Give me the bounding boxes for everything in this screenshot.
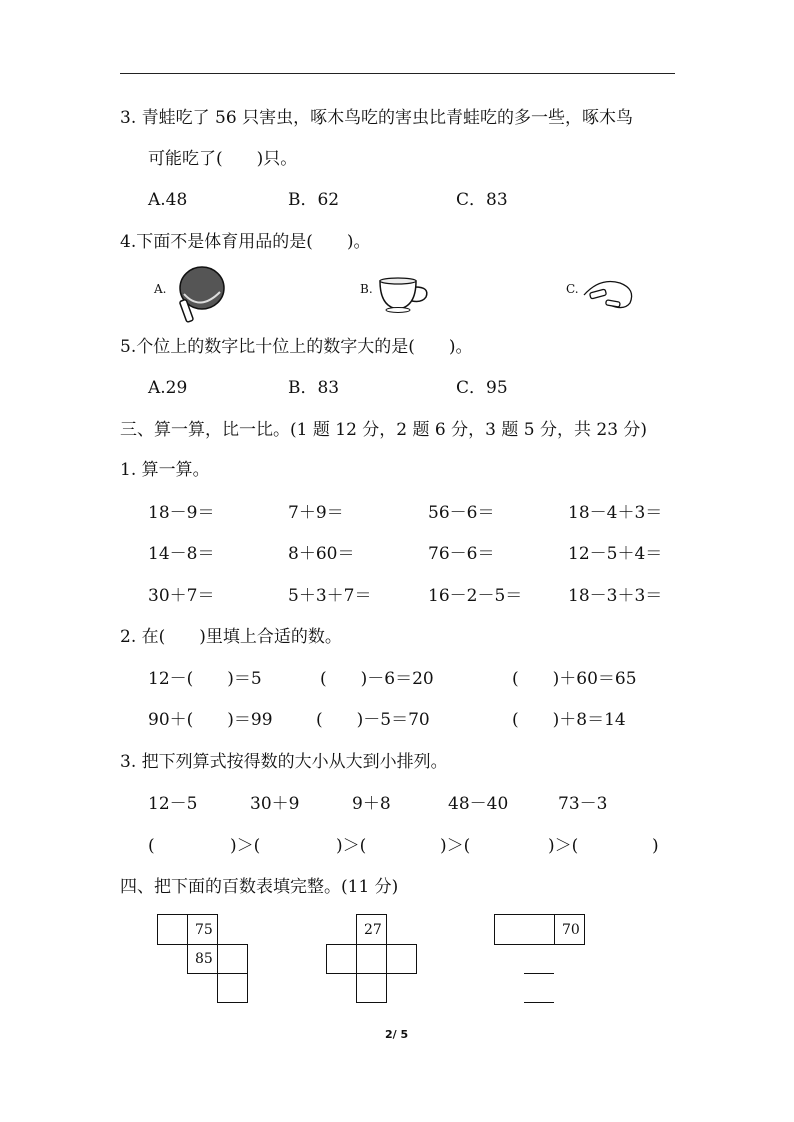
calc-r3-c3: 16－2－5＝ <box>428 586 523 606</box>
calc-r2-c3: 76－6＝ <box>428 544 495 564</box>
q5-option-a: A.29 <box>148 378 188 398</box>
section-3-part1-title: 1. 算一算。 <box>120 460 210 480</box>
grid1-cell <box>217 944 248 974</box>
expr-3: 9＋8 <box>352 794 391 814</box>
fill-r1-c1: 12－( )＝5 <box>148 669 262 689</box>
order-slot-1: ( <box>148 836 155 856</box>
fill-r1-c2: ( )－6＝20 <box>320 669 434 689</box>
calc-r1-c3: 56－6＝ <box>428 503 495 523</box>
grid2-cell-27: 27 <box>356 914 387 945</box>
q5-option-b: B．83 <box>288 378 340 398</box>
q3-option-b: B．62 <box>288 190 340 210</box>
calc-r2-c1: 14－8＝ <box>148 544 215 564</box>
expr-1: 12－5 <box>148 794 198 814</box>
q4-option-b-label: B. <box>360 282 373 296</box>
grid2-cell <box>356 973 387 1003</box>
order-slot-6: ) <box>652 836 659 856</box>
grid1-cell <box>217 973 248 1003</box>
q4-option-a-label: A. <box>154 282 167 296</box>
calc-r1-c4: 18－4＋3＝ <box>568 503 663 523</box>
fill-r2-c1: 90＋( )＝99 <box>148 710 273 730</box>
q5-text: 5.个位上的数字比十位上的数字大的是( )。 <box>120 337 473 357</box>
expr-5: 73－3 <box>558 794 608 814</box>
q3-option-a: A.48 <box>148 190 188 210</box>
section-3-part3-title: 3. 把下列算式按得数的大小从大到小排列。 <box>120 752 448 772</box>
section-3-title: 三、算一算，比一比。(1 题 12 分，2 题 6 分，3 题 5 分，共 23 分) <box>120 420 648 440</box>
header-rule <box>120 73 675 74</box>
grid3-cell-70: 70 <box>554 914 585 945</box>
q4-option-c-label: C. <box>566 282 579 296</box>
q3-option-c: C．83 <box>456 190 508 210</box>
ping-pong-paddle-icon <box>172 264 228 326</box>
calc-r2-c2: 8＋60＝ <box>288 544 355 564</box>
grid1-cell-75: 75 <box>187 914 218 945</box>
q5-option-c: C．95 <box>456 378 508 398</box>
grid2-cell <box>386 944 417 974</box>
order-slot-5: )＞( <box>548 836 579 856</box>
grid2-cell <box>356 944 387 974</box>
q4-text: 4.下面不是体育用品的是( )。 <box>120 232 371 252</box>
grid1-cell-85: 85 <box>187 944 218 974</box>
calc-r1-c1: 18－9＝ <box>148 503 215 523</box>
grid1-cell <box>157 914 188 945</box>
q3-text-line1: 3. 青蛙吃了 56 只害虫，啄木鸟吃的害虫比青蛙吃的多一些，啄木鸟 <box>120 108 634 128</box>
tea-cup-icon <box>376 275 434 315</box>
fill-r2-c2: ( )－5＝70 <box>316 710 430 730</box>
expr-2: 30＋9 <box>250 794 300 814</box>
section-3-part2-title: 2. 在( )里填上合适的数。 <box>120 627 342 647</box>
fill-r2-c3: ( )＋8＝14 <box>512 710 626 730</box>
order-slot-3: )＞( <box>336 836 367 856</box>
calc-r2-c4: 12－5＋4＝ <box>568 544 663 564</box>
jump-rope-icon <box>580 273 642 313</box>
grid3-line <box>524 973 554 974</box>
order-slot-4: )＞( <box>440 836 471 856</box>
calc-r3-c4: 18－3＋3＝ <box>568 586 663 606</box>
grid3-cell <box>494 914 555 945</box>
section-4-title: 四、把下面的百数表填完整。(11 分) <box>120 877 399 897</box>
page-number: 2/ 5 <box>385 1028 409 1041</box>
fill-r1-c3: ( )＋60＝65 <box>512 669 637 689</box>
q3-text-line2: 可能吃了( )只。 <box>148 149 298 169</box>
order-slot-2: )＞( <box>230 836 261 856</box>
calc-r3-c2: 5＋3＋7＝ <box>288 586 372 606</box>
grid3-line <box>524 1002 554 1003</box>
expr-4: 48－40 <box>448 794 509 814</box>
calc-r1-c2: 7＋9＝ <box>288 503 344 523</box>
calc-r3-c1: 30＋7＝ <box>148 586 215 606</box>
grid2-cell <box>326 944 357 974</box>
